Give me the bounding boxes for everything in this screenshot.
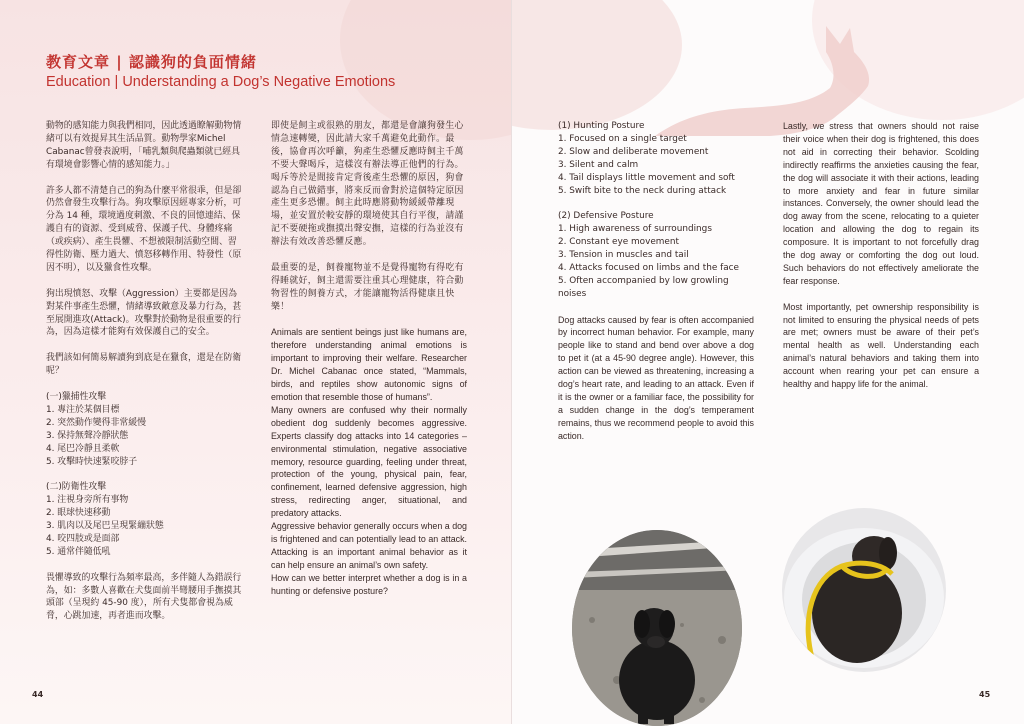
paragraph: How can we better interpret whether a dog is in a hunting or defensive posture? bbox=[271, 572, 467, 596]
page-number-left: 44 bbox=[32, 690, 44, 699]
list-item: 1. Focused on a single target bbox=[558, 133, 687, 144]
list-item: 1. 專注於某個目標 bbox=[46, 404, 120, 415]
list-item: 4. 咬四肢或是面部 bbox=[46, 533, 120, 544]
list-item: 3. Silent and calm bbox=[558, 159, 639, 170]
right-column-2 bbox=[783, 120, 979, 404]
paragraph: 即使是飼主或很熟的朋友，都還是會讓狗發生心情急速轉變，因此請大家千萬避免此動作。最後，協會再次呼籲，狗產生恐懼反應時飼主千萬不要大聲喝斥，這樣沒有辦法導正他們的行為。喝斥等於是間接肯定背後產生恐懼的原因，狗會認為自己做錯事，將來反而會對於這個特定原因產生更多恐懼。飼主此時應將動物緩緩帶離現場，並安置於較安靜的環境使其自行平復，請謹記不要硬拖或撫摸出聲安撫，這樣的行為並沒有辦法有效改善恐懼反應。 bbox=[271, 121, 464, 248]
list-heading: (一)獵捕性攻擊 bbox=[46, 391, 107, 402]
left-column-2 bbox=[271, 120, 467, 598]
paragraph: 動物的感知能力與我們相同，因此透過瞭解動物情緒可以有效提昇其生活品質。動物學家Michel Cabanac曾發表說明，「哺乳類與爬蟲類就已經具有環境會影響心情的感知能力。」 bbox=[46, 121, 242, 170]
paragraph: Aggressive behavior generally occurs when a dog is frightened and can potentially lead to an attack. Attacking is an important animal behavior as it can help ensure an animal’s own safety. bbox=[271, 521, 467, 570]
photo-black-dog-sitting bbox=[572, 530, 742, 726]
decor-blob bbox=[340, 0, 512, 140]
list-heading: (2) Defensive Posture bbox=[558, 211, 654, 222]
hunting-list-en bbox=[558, 120, 754, 197]
left-page bbox=[0, 0, 512, 724]
right-column-1 bbox=[558, 120, 754, 456]
list-item: 1. High awareness of surroundings bbox=[558, 224, 712, 235]
paragraph: 許多人都不清楚自己的狗為什麼平常很乖，但是卻仍然會發生攻擊行為。狗攻擊原因經專家分析，可分為 14 種，環境過度刺激、不良的回憶連結、保護自有的資源、受到威脅、保護子代、身體疼痛（或疾病）、產生畏懼、不想被限制活動空間、習得性防衛、壓力過大、憤怒移轉作用、特發性（原因不明），以及獵食性攻擊。 bbox=[46, 185, 242, 273]
list-item: 3. 肌肉以及尾巴呈現緊繃狀態 bbox=[46, 521, 164, 532]
list-heading: (1) Hunting Posture bbox=[558, 121, 645, 131]
paragraph: 畏懼導致的攻擊行為頻率最高，多伴隨人為錯誤行為，如：多數人喜歡在犬隻面前半彎腰用手撫摸其頭部（呈現約 45-90 度），所有犬隻都會視為威脅，心跳加速，再者進而攻擊。 bbox=[46, 572, 242, 622]
paragraph: 最重要的是，飼養寵物並不是覺得寵物有得吃有得睡就好，飼主還需要注重其心理健康，符合動物習性的飼養方式，才能讓寵物活得健康且快樂！ bbox=[271, 262, 464, 312]
list-item: 2. 突然動作變得非常緩慢 bbox=[46, 417, 147, 428]
list-item: 2. 眼球快速移動 bbox=[46, 508, 111, 519]
page-number-right: 45 bbox=[979, 690, 991, 699]
article-title-en: Education | Understanding a Dog’s Negative Emotions bbox=[46, 74, 396, 90]
paragraph: Animals are sentient beings just like humans are, therefore understanding animal emotions is important to improving their welfare. Researcher Dr. Michel Cabanac once stated, “Mammals, birds, and reptiles show autonomic signs of emotion that resemble those of humans”. bbox=[271, 327, 467, 402]
paragraph: Most importantly, pet ownership responsibility is not limited to ensuring the physical needs of pets are met; owners must be aware of their pet’s mental health as well. Understanding each animal’s natural behaviors and taking them into account when rearing your pet can ensure a healthy and happy life for the animal. bbox=[783, 301, 979, 390]
paragraph: 我們該如何簡易解讀狗到底是在獵食，還是在防衛呢？ bbox=[46, 353, 242, 377]
list-item: 4. 尾巴冷靜且柔軟 bbox=[46, 443, 120, 454]
list-item: 5. Often accompanied by low growling noises bbox=[558, 275, 729, 299]
photo-dog-in-tub bbox=[782, 508, 946, 672]
list-item: 4. Attacks focused on limbs and the face bbox=[558, 262, 740, 273]
list-item: 3. Tension in muscles and tail bbox=[558, 250, 689, 261]
list-item: 5. 通常伴隨低吼 bbox=[46, 546, 111, 557]
list-item: 1. 注視身旁所有事物 bbox=[46, 495, 129, 506]
paragraph: Many owners are confused why their normally obedient dog suddenly becomes aggressive. Experts classify dog attacks into 14 categories – environmental stimulation, negative associative memory, resource guarding, feeling under threat, protection of the young, physical pain, fear, confinement, learned defensive aggression, high stress, redirecting anger, situational, and predatory attacks. bbox=[271, 404, 467, 519]
list-item: 2. Slow and deliberate movement bbox=[558, 146, 709, 157]
list-item: 2. Constant eye movement bbox=[558, 237, 679, 248]
paragraph: 狗出現憤怒、攻擊（Aggression）主要都是因為對某件事產生恐懼，情緒導致敵意及暴力行為，甚至展開進攻(Attack)。攻擊對於動物是很重要的行為，因為這樣才能夠有效保護自己的安全。 bbox=[46, 288, 242, 338]
list-item: 4. Tail displays little movement and soft bbox=[558, 172, 735, 183]
defensive-list-en bbox=[558, 210, 754, 300]
hunting-list-zh bbox=[46, 391, 242, 468]
left-column-1 bbox=[46, 120, 242, 636]
list-item: 5. 攻擊時快速緊咬脖子 bbox=[46, 456, 138, 467]
paragraph: Lastly, we stress that owners should not raise their voice when their dog is frightened, this does not aid in correcting their behavior. Scolding indirectly reaffirms the anxieties causing the fear, the dog will associate it with their actions, leading to more anxiety and fear in future similar instances. Conversely, the owner should lead the dog away from the scene, relocating to a quieter location and allowing the dog to regain its composure. It is important to not forcefully drag the dog away or comforting the dog out loud. Such behaviors do not effectively ameliorate the fear response. bbox=[783, 121, 979, 286]
paragraph: Dog attacks caused by fear is often accompanied by incorrect human behavior. For example, many people like to stand and bend over above a dog to pet it (at a 45-90 degree angle). However, this action can be viewed as threatening, increasing a dog’s heart rate, and leading to an attack. Even if it is the owner or a familiar face, the possibility for a sudden change in the dog’s temperament remains, thus we recommend people to avoid this action. bbox=[558, 314, 754, 441]
article-title-zh: 教育文章 | 認識狗的負面情緒 bbox=[46, 53, 257, 71]
defensive-list-zh bbox=[46, 481, 242, 558]
list-item: 3. 保持無聲冷靜狀態 bbox=[46, 430, 129, 441]
list-item: 5. Swift bite to the neck during attack bbox=[558, 185, 727, 196]
list-heading: (二)防衛性攻擊 bbox=[46, 482, 107, 493]
